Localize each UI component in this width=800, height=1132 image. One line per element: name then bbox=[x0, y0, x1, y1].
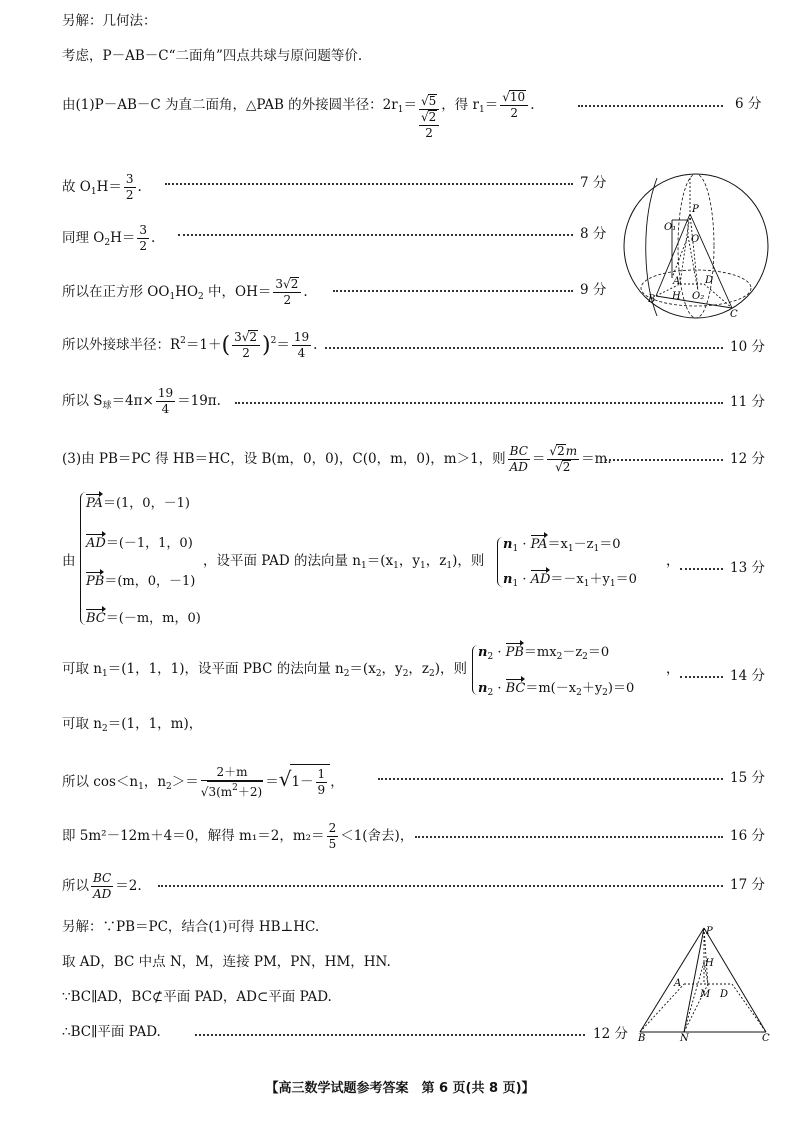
label-o1: O₁ bbox=[664, 222, 677, 233]
label-b: B bbox=[648, 294, 656, 305]
score-12: 12 分 bbox=[730, 451, 765, 467]
dot-leader bbox=[680, 676, 723, 678]
page-footer: 【高三数学试题参考答案 第 6 页(共 8 页)】 bbox=[265, 1081, 535, 1096]
score-8: 8 分 bbox=[580, 226, 607, 242]
score-17: 17 分 bbox=[730, 877, 765, 893]
text-line-14: 即 5m²－12m＋4＝0，解得 m₁＝2，m₂＝ $\frac{2}{5}$ ＜1(舍去)， bbox=[62, 821, 414, 851]
label-n2: N bbox=[680, 1033, 689, 1042]
text-line-10: ，设平面 PAD 的法向量 $n_1=(x_1$，$y_1$，$z_1$)，则 bbox=[203, 553, 485, 571]
equation-n1-ad: $n_1 \cdot AD=-x_1+y_1=0$ bbox=[503, 572, 637, 589]
text-line-18: ∵BC∥AD，BC⊄平面 PAD，AD⊂平面 PAD. bbox=[62, 989, 332, 1005]
label-a2: A bbox=[674, 978, 682, 989]
vector-pb: PB＝(m，0，－1) bbox=[86, 574, 196, 589]
dot-leader bbox=[680, 568, 723, 570]
dot-leader bbox=[605, 459, 723, 461]
text-line-10-prefix: 由 bbox=[62, 553, 76, 569]
label-c2: C bbox=[762, 1033, 770, 1042]
dot-leader bbox=[178, 234, 573, 236]
score-11: 11 分 bbox=[730, 394, 765, 410]
text-line-4: 故 $O_1H=$ $\frac{3}{2}$ . bbox=[62, 172, 142, 202]
dot-leader bbox=[195, 1034, 585, 1036]
comma: ， bbox=[666, 661, 680, 677]
label-h2: H bbox=[705, 958, 714, 969]
score-9: 9 分 bbox=[580, 282, 607, 298]
text-line-9: (3)由 PB＝PC 得 HB＝HC，设 B(m，0，0)，C(0，m，0)，m＞1，则 $\frac{BC}{AD}$ ＝ $\frac{√2m}{√2}$ ＝m. bbox=[62, 444, 612, 474]
text-line-11: 可取 $n_1=(1$，1，1)，设平面 PBC 的法向量 $n_2=(x_2$，$y_2$，$z_2$)，则 bbox=[62, 661, 468, 679]
text-line-7: 所以外接球半径：$R^2=1+$( $\frac{3√2}{2}$ )$^2$＝ $\frac{19}{4}$ . bbox=[62, 330, 318, 360]
alt-solution-heading: 另解：几何法： bbox=[62, 13, 157, 29]
score-13: 13 分 bbox=[730, 560, 765, 576]
label-b2: B bbox=[638, 1033, 646, 1042]
equation-n1-pa: $n_1 \cdot PA=x_1-z_1=0$ bbox=[503, 537, 621, 554]
dot-leader bbox=[415, 836, 723, 838]
score-15: 15 分 bbox=[730, 770, 765, 786]
comma: ， bbox=[666, 553, 680, 569]
score-12b: 12 分 bbox=[593, 1026, 628, 1042]
vector-pa: PA＝(1，0，－1) bbox=[86, 496, 190, 511]
text-line-3: 由(1)P－AB－C 为直二面角，△PAB 的外接圆半径：$2r_1=$ $\frac{√5}{\frac{√2}{2}}$ ，得 $r_1=$ $\frac{√10}{2}$ . bbox=[62, 90, 535, 140]
label-d: D bbox=[705, 275, 714, 286]
equation-n2-bc: $n_2 \cdot BC=m(-x_2+y_2)=0$ bbox=[478, 681, 635, 698]
dot-leader bbox=[378, 778, 723, 780]
label-p: P bbox=[692, 204, 699, 215]
score-14: 14 分 bbox=[730, 668, 765, 684]
score-16: 16 分 bbox=[730, 828, 765, 844]
sphere-figure bbox=[612, 168, 782, 320]
label-o2: O₂ bbox=[692, 291, 705, 302]
text-line-15: 所以 $\frac{BC}{AD}$ ＝2. bbox=[62, 871, 142, 901]
dot-leader bbox=[235, 402, 723, 404]
text-line-17: 取 AD，BC 中点 N，M，连接 PM，PN，HM，HN. bbox=[62, 954, 391, 970]
text-line-5: 同理 $O_2H=$ $\frac{3}{2}$ . bbox=[62, 223, 156, 253]
vector-bc: BC＝(－m，m，0) bbox=[86, 611, 201, 626]
score-6: 6 分 bbox=[735, 96, 762, 112]
pyramid-figure bbox=[632, 922, 777, 1042]
label-o: O bbox=[691, 234, 700, 245]
dot-leader bbox=[165, 183, 573, 185]
text-line-2: 考虑，P－AB－C“二面角”四点共球与原问题等价. bbox=[62, 48, 363, 64]
text-line-19: ∴BC∥平面 PAD. bbox=[62, 1024, 161, 1040]
text-line-13: 所以 $\cos<n_1$，$n_2>=$ $\frac{2+m}{√3(m^2+2)}$ ＝√1－ $\frac{1}{9}$ ， bbox=[62, 765, 344, 799]
text-line-6: 所以在正方形 $OO_1HO_2$ 中，OH＝ $\frac{3√2}{2}$ . bbox=[62, 277, 308, 307]
label-h: H bbox=[672, 291, 681, 302]
dot-leader bbox=[578, 105, 723, 107]
equation-n2-pb: $n_2 \cdot PB=mx_2-z_2=0$ bbox=[478, 645, 610, 662]
dot-leader bbox=[325, 347, 723, 349]
label-m2: M bbox=[700, 989, 711, 1000]
label-c: C bbox=[730, 309, 738, 320]
dot-leader bbox=[158, 885, 723, 887]
text-line-16: 另解：∵PB＝PC，结合(1)可得 HB⊥HC. bbox=[62, 919, 320, 935]
score-7: 7 分 bbox=[580, 175, 607, 191]
score-10: 10 分 bbox=[730, 339, 765, 355]
text-line-8: 所以 $S_球=4\pi\times$ $\frac{19}{4}$ ＝19π. bbox=[62, 386, 221, 416]
label-p2: P bbox=[706, 926, 713, 937]
vector-ad: AD＝(－1，1，0) bbox=[86, 536, 193, 551]
label-d2: D bbox=[720, 989, 729, 1000]
label-a: A bbox=[673, 276, 681, 287]
text-line-12: 可取 $n_2=(1$，1，m)， bbox=[62, 716, 203, 734]
dot-leader bbox=[333, 290, 573, 292]
